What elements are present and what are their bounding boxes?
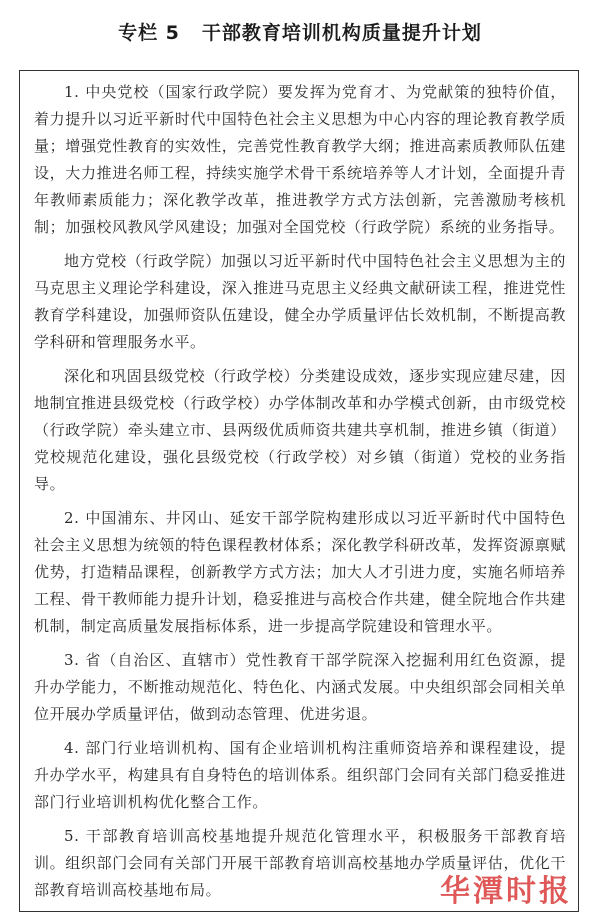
- page-title: [0, 18, 600, 45]
- paragraph-local-party-schools: 地方党校（行政学院）加强以习近平新时代中国特色社会主义思想为主的马克思主义理论学科建设，深入推进马克思主义经典文献研读工程，推进党性教育学科建设，加强师资队伍建设，健全办学质量评估长效机制，不断提高教学科研和管理服务水平。: [34, 252, 566, 351]
- paragraph-cadre-colleges: 2. 中国浦东、井冈山、延安干部学院构建形成以习近平新时代中国特色社会主义思想为统领的特色课程教材体系；深化教学科研改革，发挥资源禀赋优势，打造精品课程，创新教学方式方法；加大人才引进力度，实施名师培养工程、骨干教师能力提升计划，稳妥推进与高校合作共建，健全院地合作共建机制，制定高质量发展指标体系，进一步提高学院建设和管理水平。: [34, 509, 566, 635]
- paragraph-county-party-schools: 深化和巩固县级党校（行政学校）分类建设成效，逐步实现应建尽建，因地制宜推进县级党校（行政学校）办学体制改革和办学模式创新，由市级党校（行政学院）牵头建立市、县两级优质师资共建共享机制，推进乡镇（街道）党校规范化建设，强化县级党校（行政学校）对乡镇（街道）党校的业务指导。: [34, 367, 566, 493]
- paragraph-industry-institutions: 4. 部门行业培训机构、国有企业培训机构注重师资培养和课程建设，提升办学水平，构建具有自身特色的培训体系。组织部门会同有关部门稳妥推进部门行业培训机构优化整合工作。: [34, 739, 566, 811]
- paragraph-provincial-colleges: 3. 省（自治区、直辖市）党性教育干部学院深入挖掘利用红色资源，提升办学能力，不断推动规范化、特色化、内涵式发展。中央组织部会同相关单位开展办学质量评估，做到动态管理、优进劣退。: [34, 651, 566, 723]
- column-label: 专栏 5: [118, 22, 180, 44]
- paragraph-university-bases: 5. 干部教育培训高校基地提升规范化管理水平，积极服务干部教育培训。组织部门会同有关部门开展干部教育培训高校基地办学质量评估，优化干部教育培训高校基地布局。: [34, 827, 566, 899]
- newspaper-watermark: 华潭时报: [440, 874, 572, 909]
- content-box: [19, 70, 579, 912]
- column-title: 干部教育培训机构质量提升计划: [201, 22, 482, 44]
- paragraph-central-party-school: 1. 中央党校（国家行政学院）要发挥为党育才、为党献策的独特价值，着力提升以习近平新时代中国特色社会主义思想为中心内容的理论教育教学质量；增强党性教育的实效性，完善党性教育教学大纲；推进高素质教师队伍建设，大力推进名师工程，持续实施学术骨干系统培养等人才计划，全面提升青年教师素质能力；深化教学改革，推进教学方式方法创新，完善激励考核机制；加强校风教风学风建设；加强对全国党校（行政学院）系统的业务指导。: [34, 83, 566, 236]
